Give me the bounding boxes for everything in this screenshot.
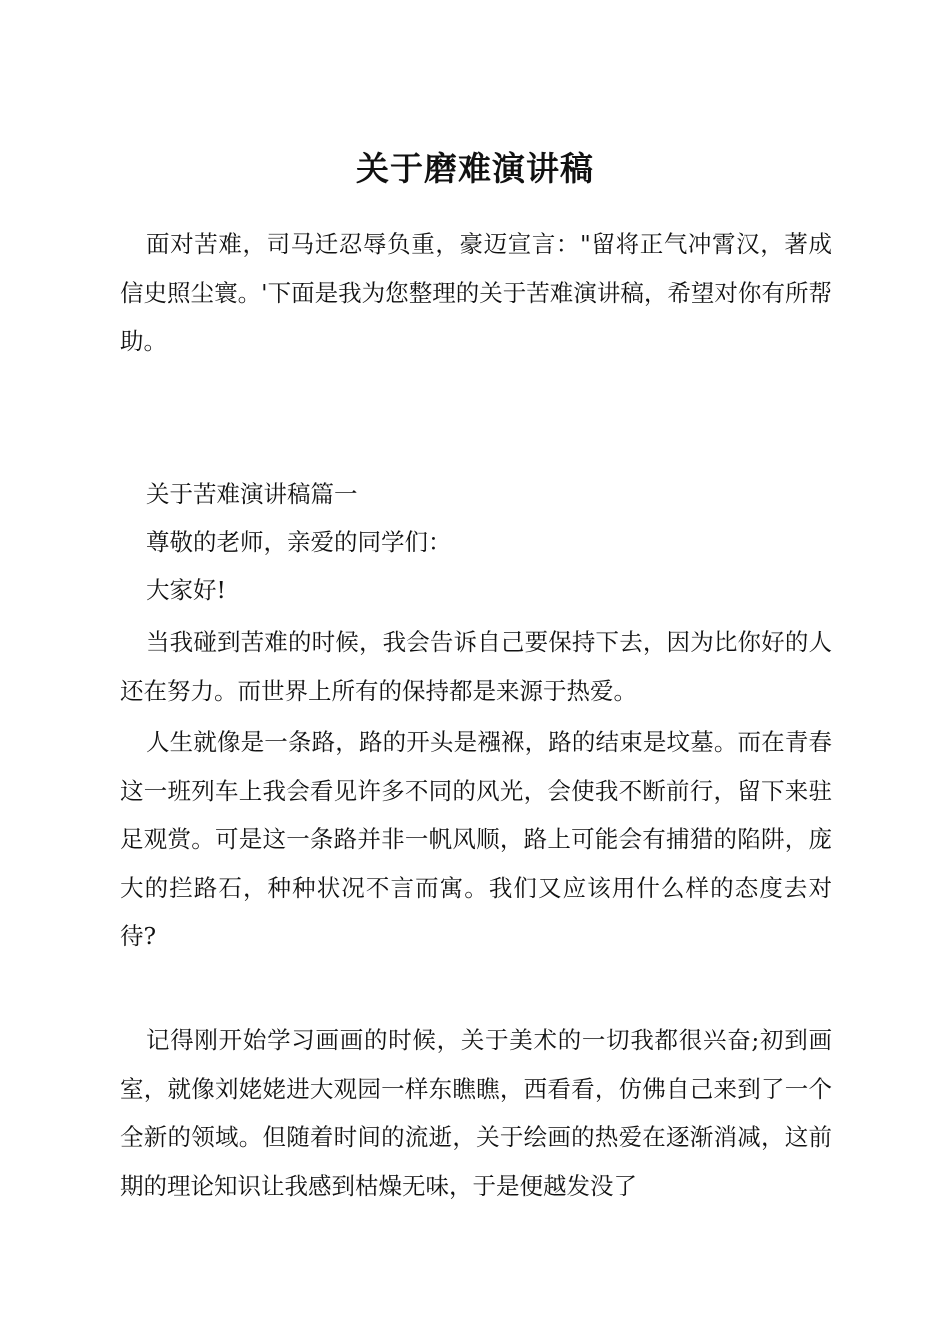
body-paragraph: 人生就像是一条路，路的开头是襁褓，路的结束是坟墓。而在青春这一班列车上我会看见许多不同的风光，会使我不断前行，留下来驻足观赏。可是这一条路并非一帆风顺，路上可能会有捕猎的陷阱，庞大的拦路石，种种状况不言而寓。我们又应该用什么样的态度去对待? [120, 728, 832, 950]
section-title: 关于苦难演讲稿篇一 [146, 480, 358, 508]
document-title: 关于磨难演讲稿 [356, 149, 594, 188]
body-paragraph: 记得刚开始学习画画的时候，关于美术的一切我都很兴奋;初到画室，就像刘姥姥进大观园一样东瞧瞧，西看看，仿佛自己来到了一个全新的领域。但随着时间的流逝，关于绘画的热爱在逐渐消减，这前期的理论知识让我感到枯燥无味，于是便越发没了 [120, 1026, 832, 1200]
salutation: 尊敬的老师，亲爱的同学们： [146, 528, 452, 556]
intro-paragraph: 面对苦难，司马迁忍辱负重，豪迈宣言："留将正气冲霄汉，著成信史照尘寰。'下面是我为您整理的关于苦难演讲稿，希望对你有所帮助。 [120, 230, 832, 355]
body-paragraph: 当我碰到苦难的时候，我会告诉自己要保持下去，因为比你好的人还在努力。而世界上所有的保持都是来源于热爱。 [120, 628, 832, 705]
greeting: 大家好! [146, 576, 226, 604]
